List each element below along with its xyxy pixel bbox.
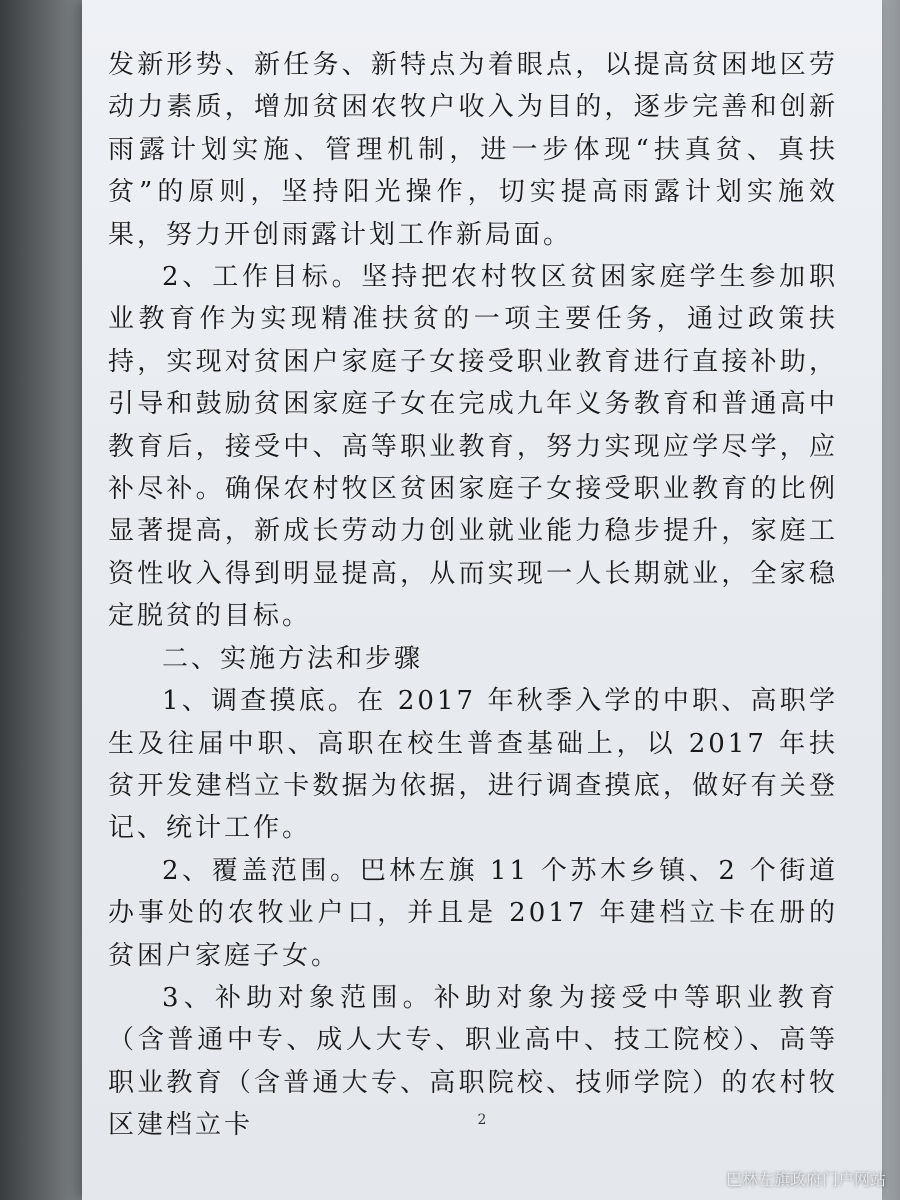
paragraph-intro-continuation: 发新形势、新任务、新特点为着眼点，以提高贫困地区劳动力素质，增加贫困农牧户收入为目的，逐步完善和创新雨露计划实施、管理机制，进一步体现“扶真贫、真扶贫”的原则，坚持阳光操作，切实提高雨露计划实施效果，努力开创雨露计划工作新局面。 — [108, 50, 838, 250]
paragraph-work-goal: 2、工作目标。坚持把农村牧区贫困家庭学生参加职业教育作为实现精准扶贫的一项主要任务，通过政策扶持，实现对贫困户家庭子女接受职业教育进行直接补助，引导和鼓励贫困家庭子女在完成九年义务教育和普通高中教育后，接受中、高等职业教育，努力实现应学尽学，应补尽补。确保农村牧区贫困家庭子女接受职业教育的比例显著提高，新成长劳动力创业就业能力稳步提升，家庭工资性收入得到明显提高，从而实现一人长期就业，全家稳定脱贫的目标。 — [108, 262, 838, 632]
page-number: 2 — [477, 1112, 487, 1128]
paragraph-survey: 1、调查摸底。在 2017 年秋季入学的中职、高职学生及往届中职、高职在校生普查基础上，以 2017 年扶贫开发建档立卡数据为依据，进行调查摸底，做好有关登记、统计工作。 — [108, 686, 838, 844]
section-heading-implementation: 二、实施方法和步骤 — [162, 643, 424, 674]
paragraph-subsidy-scope: 3、补助对象范围。补助对象为接受中等职业教育（含普通中专、成人大专、职业高中、技工院校）、高等职业教育（含普通大专、高职院校、技师学院）的农村牧区建档立卡 — [108, 982, 838, 1141]
paragraph-coverage: 2、覆盖范围。巴林左旗 11 个苏木乡镇、2 个街道办事处的农牧业户口，并且是 2017 年建档立卡在册的贫困户家庭子女。 — [108, 855, 838, 971]
document-body — [108, 44, 838, 1147]
document-page — [82, 0, 882, 1200]
site-watermark: 巴林左旗政府门户网站 — [725, 1170, 886, 1189]
